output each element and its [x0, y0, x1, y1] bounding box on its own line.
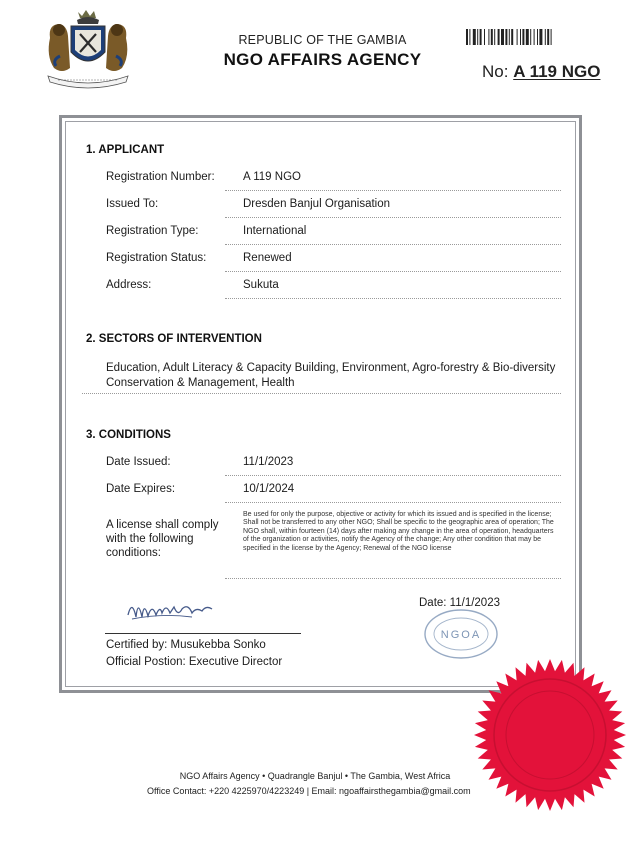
registration-type-label: Registration Type:: [106, 225, 199, 237]
certified-by-text: Certified by: Musukebba Sonko: [106, 639, 266, 651]
conditions-section-title: 3. CONDITIONS: [86, 429, 171, 441]
registration-status-value: Renewed: [243, 252, 292, 264]
license-number-label: No:: [482, 62, 509, 81]
divider: [225, 217, 561, 218]
divider: [225, 271, 561, 272]
address-label: Address:: [106, 279, 152, 291]
license-number-value: A 119 NGO: [513, 62, 601, 81]
applicant-section-title: 1. APPLICANT: [86, 144, 165, 156]
date-expires-value: 10/1/2024: [243, 483, 295, 495]
signature-image: [122, 593, 222, 625]
sectors-section-title: 2. SECTORS OF INTERVENTION: [86, 333, 262, 345]
divider: [225, 578, 561, 579]
republic-heading: REPUBLIC OF THE GAMBIA: [238, 33, 407, 47]
license-conditions-label: A license shall comply with the following conditions:: [106, 519, 219, 559]
divider: [225, 298, 561, 299]
divider: [225, 475, 561, 476]
footer-address: NGO Affairs Agency • Quadrangle Banjul • The Gambia, West Africa: [179, 771, 451, 781]
agency-stamp: [422, 606, 500, 662]
issued-to-value: Dresden Banjul Organisation: [243, 198, 391, 210]
divider: [225, 190, 561, 191]
registration-status-label: Registration Status:: [106, 252, 207, 264]
issued-to-label: Issued To:: [106, 198, 159, 210]
date-issued-label: Date Issued:: [106, 456, 171, 468]
registration-number-value: A 119 NGO: [243, 171, 301, 183]
coat-of-arms-emblem: [40, 10, 136, 92]
footer-contact: Office Contact: +220 4225970/4223249 | Email: ngoaffairsthegambia@gmail.com: [147, 786, 471, 796]
certificate-date: Date: 11/1/2023: [419, 597, 500, 609]
stamp-text: NGOA: [440, 629, 482, 641]
barcode: [466, 29, 601, 45]
address-value: Sukuta: [243, 279, 279, 291]
registration-number-label: Registration Number:: [106, 171, 215, 183]
license-conditions-text: Be used for only the purpose, objective or activity for which its issued and is specified in the license; Shall not be transferred to any other NGO; Shall be specific to the geographic area of operation; The NGO shall, within fourteen (14) days after making any change in the area of operation, headquarters of the organization or activities, notify the Agency of the change; Any other condition that may be specified in the license by the Agency; Renewal of the NGO license: [243, 511, 554, 552]
divider: [225, 502, 561, 503]
license-number: [482, 62, 600, 82]
signature-line: [105, 633, 301, 634]
date-expires-label: Date Expires:: [106, 483, 176, 495]
sectors-text: Education, Adult Literacy & Capacity Building, Environment, Agro-forestry & Bio-diversity Conservation & Management, Health: [106, 362, 556, 389]
official-position-text: Official Postion: Executive Director: [106, 656, 283, 668]
divider: [225, 244, 561, 245]
divider: [82, 393, 561, 394]
registration-type-value: International: [243, 225, 307, 237]
date-issued-value: 11/1/2023: [243, 456, 294, 468]
agency-heading: NGO AFFAIRS AGENCY: [223, 50, 422, 69]
